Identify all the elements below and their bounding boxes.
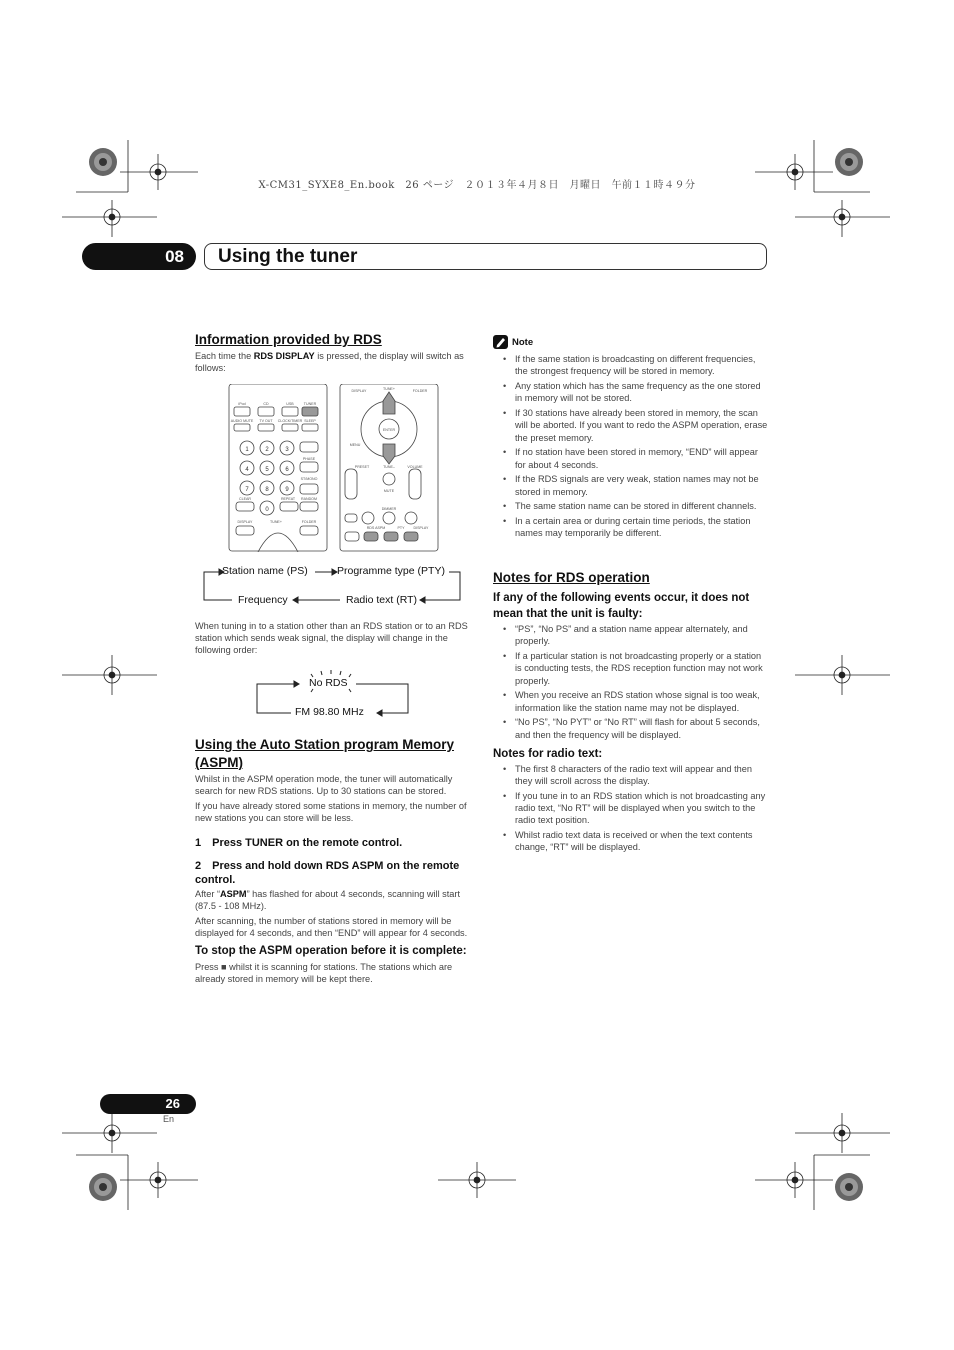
key-0: 0: [265, 507, 269, 513]
rds-info-intro: Each time the RDS DISPLAY is pressed, the display will switch as follows:: [195, 351, 464, 373]
rds-notes-heading: Notes for RDS operation: [493, 570, 650, 585]
left-column: [195, 331, 470, 374]
radio-text-note-item: • Whilst radio text data is received or when the text contents change, “RT” will be displayed.: [493, 829, 768, 854]
lbl-audio-mute: AUDIO MUTE: [230, 419, 254, 423]
key-4: 4: [245, 467, 249, 473]
lbl-tv-out: TV OUT: [259, 419, 273, 423]
lbl-tuner: TUNER: [303, 402, 317, 406]
lbl-rds-aspm: RDS ASPM: [366, 526, 386, 530]
chapter-title: Using the tuner: [218, 246, 358, 267]
aspm-paragraph-2: If you have already stored some stations in memory, the number of new stations you can store will be less.: [195, 801, 467, 823]
lbl-sleep: SLEEP: [304, 419, 316, 423]
aspm-heading: Using the Auto Station program Memory (ASPM): [195, 737, 455, 770]
lbl-display-right: DISPLAY: [351, 389, 367, 393]
lbl-folder-right: FOLDER: [412, 389, 428, 393]
stop-aspm-text: Press ■ whilst it is scanning for stations. The stations which are already stored in memory will be kept there.: [195, 962, 453, 984]
aspm-section: [195, 736, 470, 985]
lbl-clock-timer: CLOCK/TIMER: [277, 419, 303, 423]
note-block: [493, 335, 768, 542]
aspm-step-1: 1 Press TUNER on the remote control.: [195, 837, 403, 849]
fm-frequency-label: FM 98.80 MHz: [295, 706, 364, 718]
note-label: Note: [512, 336, 534, 348]
aspm-paragraph-1: Whilst in the ASPM operation mode, the tuner will automatically search for new RDS stations. Up to 30 stations can be stored.: [195, 774, 453, 796]
note-list: [493, 353, 768, 540]
lbl-preset: PRESET: [354, 465, 370, 469]
note-item: • If no station have been stored in memory, “END” will appear for about 4 seconds.: [493, 446, 768, 471]
lbl-cd: CD: [263, 402, 269, 406]
lbl-volume: VOLUME: [407, 465, 423, 469]
station-name-label: Station name (PS): [222, 565, 308, 577]
radio-text-note-item: • The first 8 characters of the radio text will appear and then they will scroll across the display.: [493, 763, 768, 788]
lbl-display-left: DISPLAY: [237, 520, 253, 524]
key-6: 6: [285, 467, 289, 473]
no-rds-diagram: [255, 668, 415, 720]
lbl-tune-plus-left: TUNE+: [270, 520, 282, 524]
lbl-ipod: iPod: [238, 402, 246, 406]
lbl-tune-minus: TUNE–: [383, 465, 395, 469]
key-2: 2: [265, 447, 269, 453]
remote-drawing: [228, 384, 440, 552]
note-item: • Any station which has the same frequency as the one stored in memory will not be stored.: [493, 380, 768, 405]
no-rds-label: No RDS: [309, 677, 348, 689]
key-9: 9: [285, 487, 289, 493]
radio-text-label: Radio text (RT): [346, 594, 417, 606]
lbl-folder-left: FOLDER: [301, 520, 317, 524]
rds-note-item: • When you receive an RDS station whose signal is too weak, information like the station name may not be displayed.: [493, 689, 768, 714]
lbl-dimmer: DIMMER: [381, 507, 397, 511]
remote-illustration: [228, 384, 440, 552]
aspm-paragraph-3: After “ASPM” has flashed for about 4 seconds, scanning will start (87.5 - 108 MHz).: [195, 889, 461, 911]
key-7: 7: [245, 487, 249, 493]
rds-cycle-diagram: [195, 562, 470, 610]
key-5: 5: [265, 467, 269, 473]
lbl-enter: ENTER: [382, 428, 396, 432]
note-pencil-icon: [493, 335, 508, 349]
lbl-display-rds: DISPLAY: [413, 526, 429, 530]
key-3: 3: [285, 447, 289, 453]
lbl-st-mono: ST/MONO: [300, 477, 318, 481]
rds-notes-list: [493, 623, 768, 741]
radio-text-notes-list: [493, 763, 768, 854]
radio-text-note-item: • If you tune in to an RDS station which is not broadcasting any radio text, “No RT” will be displayed when you switch to the radio text position.: [493, 790, 768, 827]
note-item: • If the RDS signals are very weak, station names may not be stored in memory.: [493, 473, 768, 498]
aspm-paragraph-4: After scanning, the number of stations stored in memory will be displayed for 4 seconds, and then “END” will appear for 4 seconds.: [195, 916, 468, 938]
lbl-menu: MENU: [349, 443, 361, 447]
weak-signal-text: When tuning in to a station other than an RDS station or to an RDS station which sends weak signal, the display will change in the following order:: [195, 621, 468, 655]
note-item: • If 30 stations have already been stored in memory, the scan will be aborted. If you want to redo the ASPM operation, erase the preset memory.: [493, 407, 768, 444]
lbl-mute: MUTE: [383, 489, 395, 493]
lbl-tune-plus-right: TUNE+: [383, 387, 395, 391]
page-language: En: [163, 1114, 175, 1124]
note-item: • If the same station is broadcasting on different frequencies, the strongest frequency will be stored in memory.: [493, 353, 768, 378]
radio-text-notes-heading: Notes for radio text:: [493, 747, 603, 760]
key-1: 1: [245, 447, 249, 453]
lbl-phase: PHASE: [302, 457, 316, 461]
rds-notes-subheading: If any of the following events occur, it does not mean that the unit is faulty:: [493, 592, 750, 620]
page-number-badge: 26: [100, 1094, 196, 1114]
note-item: • In a certain area or during certain time periods, the station names may temporarily be different.: [493, 515, 768, 540]
chapter-number-badge: 08: [82, 243, 196, 270]
rds-note-item: • “PS”, “No PS” and a station name appear alternately, and properly.: [493, 623, 768, 648]
note-item: • The same station name can be stored in different channels.: [493, 500, 768, 512]
lbl-repeat: REPEAT: [280, 497, 296, 501]
frequency-label: Frequency: [238, 594, 288, 606]
rds-note-item: • If a particular station is not broadcasting properly or a station is conducting tests, the RDS reception function may not work properly.: [493, 650, 768, 687]
lbl-pty: PTY: [397, 526, 405, 530]
rds-note-item: • “No PS”, “No PYT” or “No RT” will flash for about 5 seconds, and then the frequency will be displayed.: [493, 716, 768, 741]
stop-aspm-heading: To stop the ASPM operation before it is complete:: [195, 945, 467, 957]
note-header: [493, 335, 768, 349]
rds-notes-section: [493, 569, 768, 856]
weak-signal-block: [195, 620, 470, 656]
rds-info-heading: Information provided by RDS: [195, 332, 382, 347]
aspm-step-2: 2 Press and hold down RDS ASPM on the remote control.: [195, 860, 460, 886]
programme-type-label: Programme type (PTY): [337, 565, 445, 577]
lbl-clear: CLEAR: [239, 497, 251, 501]
key-8: 8: [265, 487, 269, 493]
print-file-header: X-CM31_SYXE8_En.book 26 ページ ２０１３年４月８日 月曜日 午前１１時４９分: [258, 180, 696, 191]
lbl-usb: USB: [286, 402, 294, 406]
lbl-random: RANDOM: [301, 497, 317, 501]
